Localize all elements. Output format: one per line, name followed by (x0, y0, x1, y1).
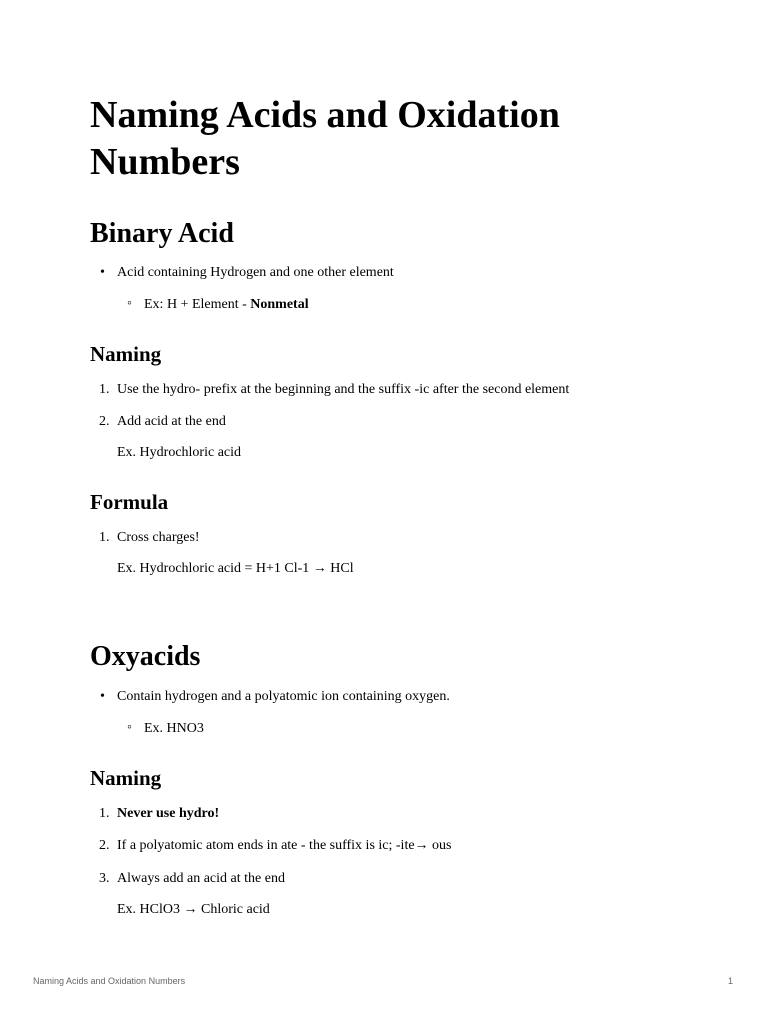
sub-item-text: Ex: H + Element - (144, 297, 251, 312)
section-heading-binary-acid: Binary Acid (90, 218, 234, 249)
list-number: 1. (99, 530, 110, 545)
footer-title: Naming Acids and Oxidation Numbers (33, 976, 186, 986)
sub-item-bold: Nonmetal (250, 297, 309, 312)
bullet-disc: • (100, 265, 105, 280)
section-heading-oxyacids: Oxyacids (90, 641, 201, 672)
subheading-formula: Formula (90, 490, 169, 514)
example-text: Ex. HClO3 → Chloric acid (117, 902, 270, 917)
bullet-disc: • (100, 689, 105, 704)
subheading-naming: Naming (90, 766, 162, 790)
list-number: 1. (99, 382, 110, 397)
list-number: 2. (99, 414, 110, 429)
list-item: Use the hydro- prefix at the beginning and the suffix -ic after the second element (117, 382, 570, 397)
page-title: Naming Acids and Oxidation Numbers (90, 94, 560, 183)
list-item (144, 296, 309, 314)
list-number: 3. (99, 871, 110, 886)
list-item: Cross charges! (117, 530, 200, 545)
subheading-naming: Naming (90, 342, 162, 366)
list-item: Ex. HNO3 (144, 721, 204, 736)
list-item: Contain hydrogen and a polyatomic ion containing oxygen. (117, 689, 450, 704)
list-number: 1. (99, 806, 110, 821)
list-item: If a polyatomic atom ends in ate - the suffix is ic; -ite→ ous (117, 838, 452, 853)
bullet-circle: ◦ (127, 296, 132, 311)
list-item: Never use hydro! (117, 806, 220, 821)
list-number: 2. (99, 838, 110, 853)
example-text: Ex. Hydrochloric acid (117, 445, 242, 460)
example-text: Ex. Hydrochloric acid = H+1 Cl-1 → HCl (117, 561, 354, 576)
list-item: Add acid at the end (117, 414, 226, 429)
list-item: Acid containing Hydrogen and one other element (117, 265, 394, 280)
bullet-circle: ◦ (127, 720, 132, 735)
list-item: Always add an acid at the end (117, 871, 285, 886)
footer-page-number: 1 (728, 976, 734, 986)
